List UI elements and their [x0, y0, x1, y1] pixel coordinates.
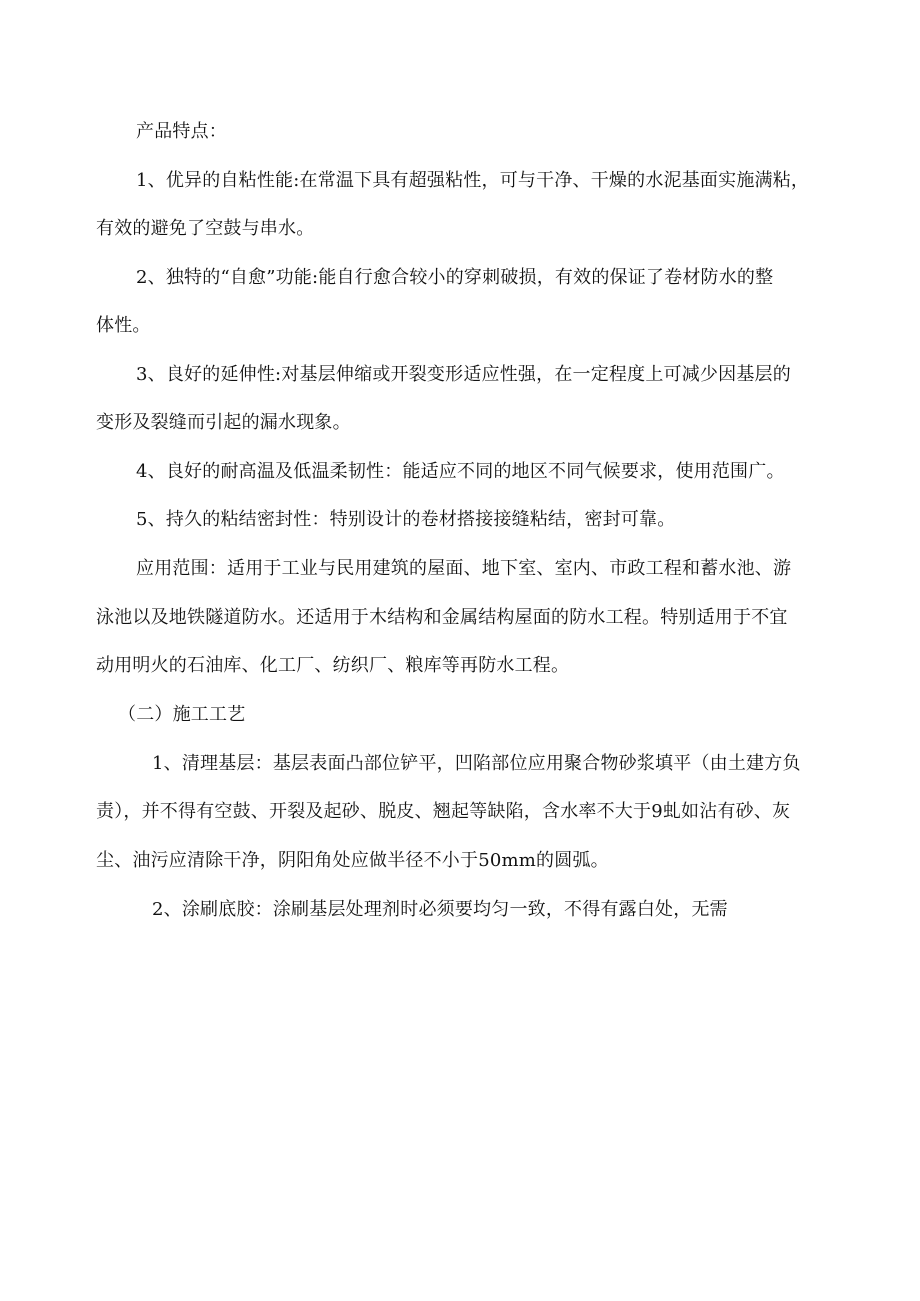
- step-1-line-3: 尘、油污应清除干净，阴阳角处应做半径不小于50mm的圆弧。: [96, 850, 609, 871]
- feature-3-line-2: 变形及裂缝而引起的漏水现象。: [96, 412, 351, 433]
- application-scope-line-2: 泳池以及地铁隧道防水。还适用于木结构和金属结构屋面的防水工程。特别适用于不宜: [96, 607, 788, 628]
- section-heading-construction-process: （二）施工工艺: [118, 704, 246, 725]
- feature-4: 4、良好的耐高温及低温柔韧性：能适应不同的地区不同气候要求，使用范围广。: [136, 461, 785, 482]
- feature-1-line-2: 有效的避免了空鼓与串水。: [96, 218, 315, 239]
- feature-3-line-1: 3、良好的延伸性:对基层伸缩或开裂变形适应性强，在一定程度上可减少因基层的: [136, 364, 791, 385]
- feature-2-line-1: 2、独特的“自愈”功能:能自行愈合较小的穿刺破损，有效的保证了卷材防水的整: [136, 267, 774, 288]
- step-2-line-1: 2、涂刷底胶：涂刷基层处理剂时必须要均匀一致，不得有露白处，无需: [152, 899, 728, 920]
- application-scope-line-1: 应用范围：适用于工业与民用建筑的屋面、地下室、室内、市政工程和蓄水池、游: [136, 558, 792, 579]
- step-1-line-1: 1、清理基层：基层表面凸部位铲平，凹陷部位应用聚合物砂浆填平（由土建方负: [152, 753, 801, 774]
- feature-2-line-2: 体性。: [96, 315, 151, 336]
- step-1-line-2: 责），并不得有空鼓、开裂及起砂、脱皮、翘起等缺陷，含水率不大于9虬如沾有砂、灰: [96, 801, 791, 822]
- application-scope-line-3: 动用明火的石油库、化工厂、纺织厂、粮库等再防水工程。: [96, 655, 570, 676]
- feature-1-line-1: 1、优异的自粘性能:在常温下具有超强粘性，可与干净、干燥的水泥基面实施满粘，: [136, 170, 810, 191]
- section-heading-product-features: 产品特点：: [136, 121, 227, 142]
- feature-5: 5、持久的粘结密封性：特别设计的卷材搭接接缝粘结，密封可靠。: [136, 509, 676, 530]
